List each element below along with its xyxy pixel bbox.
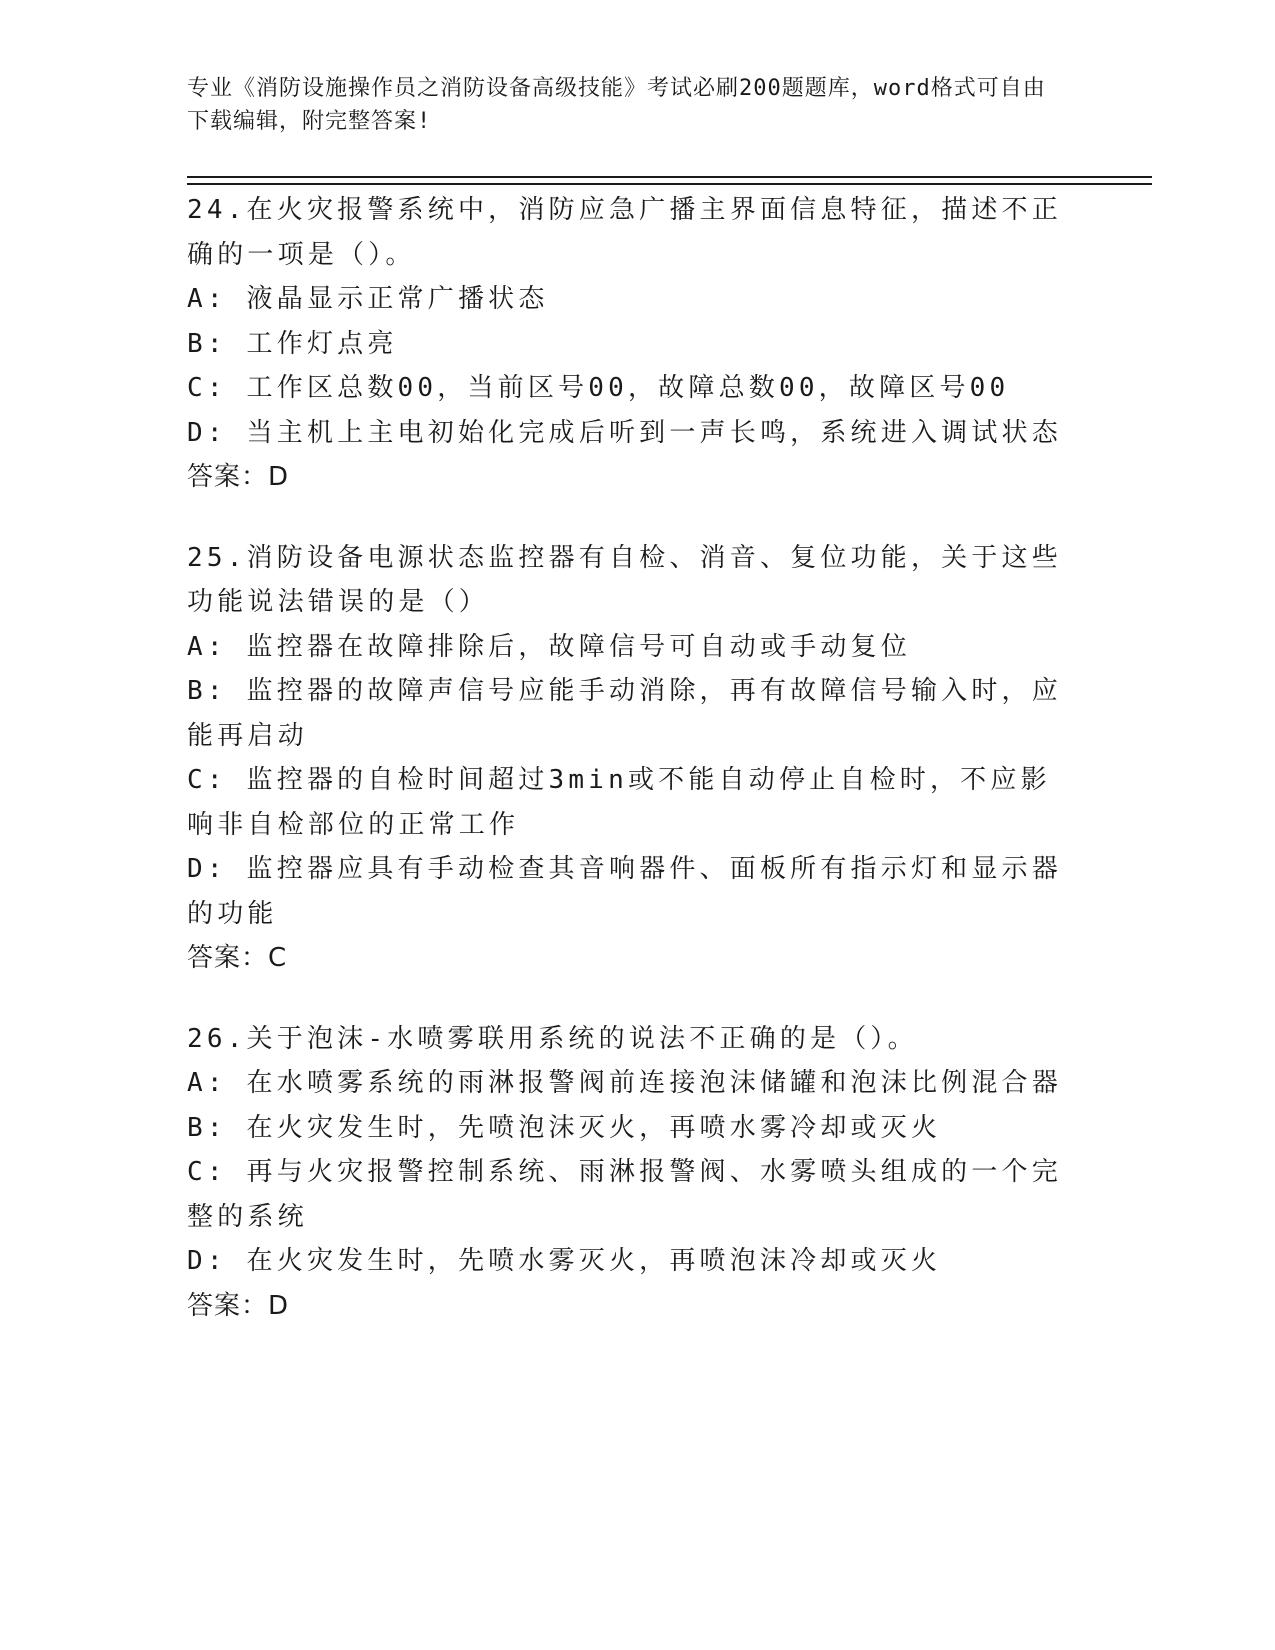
question-list (187, 188, 1067, 1364)
option-d: D: 监控器应具有手动检查其音响器件、面板所有指示灯和显示器的功能 (187, 854, 1062, 929)
header-rule-top (187, 176, 1152, 178)
header-rule-bottom (187, 183, 1152, 185)
option-d: D: 当主机上主电初始化完成后听到一声长鸣，系统进入调试状态 (187, 417, 1062, 448)
question-stem: 26.关于泡沫-水喷雾联用系统的说法不正确的是（）。 (187, 1023, 918, 1054)
option-b: B: 工作灯点亮 (187, 328, 398, 359)
option-c: C: 工作区总数00，当前区号00，故障总数00，故障区号00 (187, 373, 1010, 403)
option-a: A: 监控器在故障排除后，故障信号可自动或手动复位 (187, 631, 911, 662)
question-26 (187, 1017, 1067, 1329)
question-stem: 24.在火灾报警系统中，消防应急广播主界面信息特征，描述不正确的一项是（）。 (187, 195, 1062, 270)
option-b: B: 在火灾发生时，先喷泡沫灭火，再喷水雾冷却或灭火 (187, 1112, 942, 1143)
question-24 (187, 188, 1067, 500)
answer: 答案：C (187, 943, 288, 973)
answer: 答案：D (187, 462, 290, 492)
option-c: C: 再与火灾报警控制系统、雨淋报警阀、水雾喷头组成的一个完整的系统 (187, 1157, 1062, 1232)
option-c: C: 监控器的自检时间超过3min或不能自动停止自检时，不应影响非自检部位的正常工作 (187, 765, 1051, 840)
option-a: A: 液晶显示正常广播状态 (187, 284, 549, 314)
document-header: 专业《消防设施操作员之消防设备高级技能》考试必刷200题题库，word格式可自由下载编辑，附完整答案! (187, 76, 1046, 134)
option-d: D: 在火灾发生时，先喷水雾灭火，再喷泡沫冷却或灭火 (187, 1246, 942, 1276)
option-a: A: 在水喷雾系统的雨淋报警阀前连接泡沫储罐和泡沫比例混合器 (187, 1068, 1062, 1098)
answer: 答案：D (187, 1290, 290, 1321)
question-25 (187, 536, 1067, 981)
option-b: B: 监控器的故障声信号应能手动消除，再有故障信号输入时，应能再启动 (187, 676, 1062, 751)
question-stem: 25.消防设备电源状态监控器有自检、消音、复位功能，关于这些功能说法错误的是（） (187, 542, 1062, 617)
